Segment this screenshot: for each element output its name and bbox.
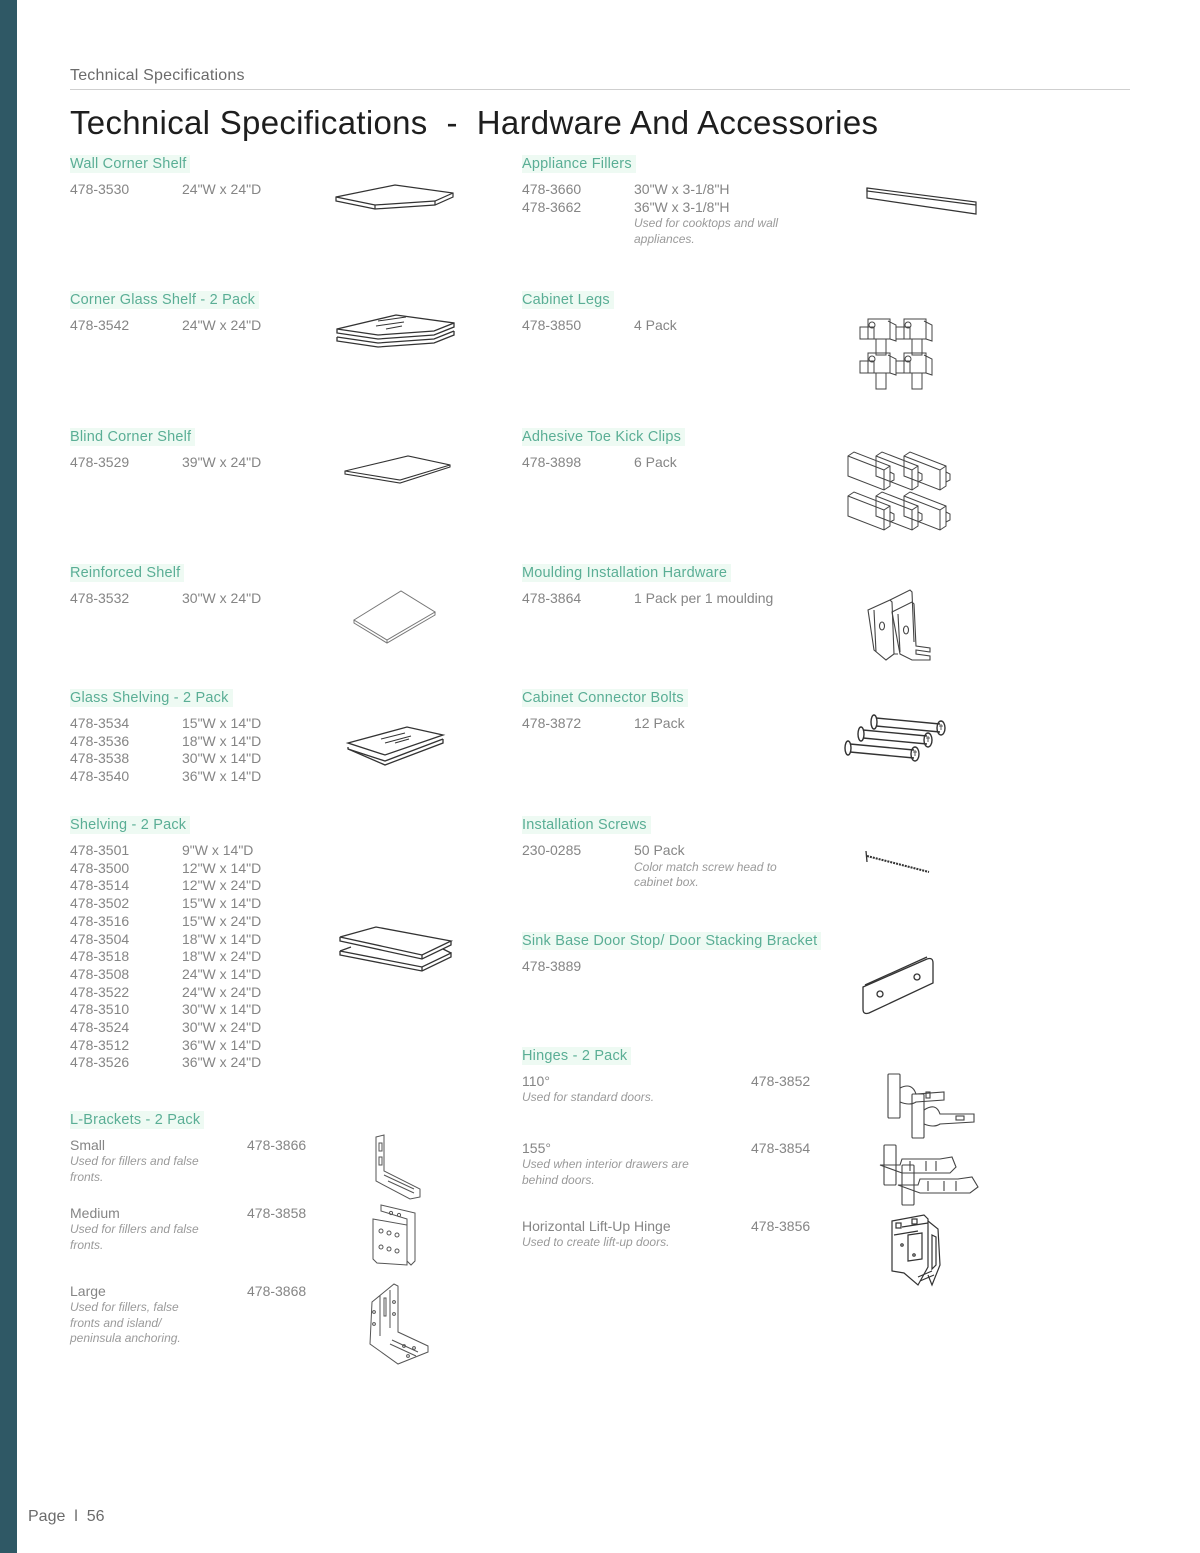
spec-row (522, 199, 822, 217)
sku: 478-3662 (522, 198, 582, 215)
size: 1 Pack per 1 moulding (634, 590, 774, 606)
spec-row (70, 181, 330, 199)
glass-shelves-icon (347, 725, 445, 767)
sku: 478-3542 (70, 317, 130, 333)
section-connector-bolts (522, 689, 822, 733)
sku: 478-3526 (70, 1054, 130, 1071)
sku: 478-3512 (70, 1036, 130, 1053)
sku: 478-3534 (70, 715, 130, 731)
sku: 478-3522 (70, 983, 130, 1000)
variant-hinge-155 (522, 1140, 822, 1188)
sku: 478-3889 (522, 958, 582, 974)
sku: 478-3508 (70, 965, 130, 982)
size: 18"W x 14"D (182, 930, 262, 947)
size: 12"W x 24"D (182, 877, 262, 894)
sku: 478-3504 (70, 930, 130, 947)
item-note: Color match screw head to cabinet box. (634, 859, 777, 890)
section-title: Blind Corner Shelf (70, 428, 195, 446)
size: 12 Pack (634, 715, 685, 731)
size: 9"W x 14"D (182, 842, 254, 858)
section-title: Sink Base Door Stop/ Door Stacking Bracket (522, 932, 821, 950)
large-l-bracket-icon (368, 1282, 432, 1364)
variant-note: Used for fillers and false fronts. (70, 1154, 199, 1184)
section-title: Corner Glass Shelf - 2 Pack (70, 291, 259, 309)
spec-row (70, 733, 330, 751)
variant-lift-up-hinge (522, 1218, 822, 1251)
spec-row (522, 181, 822, 199)
variant-small-l-bracket (70, 1137, 330, 1185)
variant-name: Large (70, 1283, 106, 1299)
filler-strip-icon (866, 186, 978, 216)
section-hinges (522, 1047, 822, 1073)
sku: 478-3502 (70, 895, 130, 912)
size: 15"W x 14"D (182, 895, 262, 912)
size: 36"W x 3-1/8"H (634, 198, 730, 215)
size: 24"W x 24"D (182, 317, 262, 333)
variant-note: Used to create lift-up doors. (522, 1235, 670, 1249)
spec-row (522, 715, 822, 733)
running-header: Technical Specifications (70, 67, 245, 84)
spec-row (70, 913, 330, 931)
spec-row (70, 750, 330, 768)
hinge-155-icon (880, 1143, 984, 1207)
toe-kick-clips-icon (846, 452, 954, 532)
spec-row (522, 317, 822, 335)
sku: 478-3852 (751, 1073, 811, 1089)
size: 36"W x 14"D (182, 768, 262, 785)
section-title: Adhesive Toe Kick Clips (522, 428, 685, 446)
spec-row (70, 1019, 330, 1037)
size: 18"W x 14"D (182, 732, 262, 749)
spec-row (70, 966, 330, 984)
section-shelving (70, 816, 330, 1072)
size: 30"W x 14"D (182, 750, 262, 767)
screw-icon (865, 850, 933, 876)
section-blind-corner-shelf (70, 428, 330, 472)
section-l-brackets (70, 1111, 330, 1137)
sku: 478-3529 (70, 454, 130, 470)
sku: 478-3858 (247, 1205, 307, 1221)
section-title: Hinges - 2 Pack (522, 1047, 631, 1065)
size: 6 Pack (634, 454, 677, 470)
sku: 478-3514 (70, 877, 130, 894)
section-title: Shelving - 2 Pack (70, 816, 190, 834)
corner-glass-shelves-icon (336, 313, 456, 349)
size: 15"W x 24"D (182, 912, 262, 929)
cabinet-legs-icon (858, 317, 940, 391)
variant-note: Used for fillers, false fronts and island/ peninsula anchoring. (70, 1300, 181, 1345)
spec-row (70, 590, 330, 608)
side-accent-bar (0, 0, 17, 1553)
spec-row (70, 768, 330, 786)
section-title: Cabinet Connector Bolts (522, 689, 688, 707)
sku: 478-3500 (70, 859, 130, 876)
sku: 478-3854 (751, 1140, 811, 1156)
size: 50 Pack (634, 842, 685, 858)
section-title: Glass Shelving - 2 Pack (70, 689, 233, 707)
header-divider (70, 89, 1130, 90)
spec-row (70, 842, 330, 860)
page-title: Technical Specifications - Hardware And Accessories (70, 104, 879, 141)
sku: 478-3516 (70, 912, 130, 929)
sku: 478-3850 (522, 317, 582, 333)
section-corner-glass-shelf (70, 291, 330, 335)
lift-up-hinge-icon (888, 1215, 954, 1287)
size: 30"W x 24"D (182, 590, 262, 606)
sku: 478-3898 (522, 454, 582, 470)
spec-row (70, 931, 330, 949)
spec-row (522, 958, 842, 976)
size: 30"W x 14"D (182, 1001, 262, 1018)
size: 39"W x 24"D (182, 454, 262, 470)
variant-large-l-bracket (70, 1283, 330, 1347)
size: 18"W x 24"D (182, 948, 262, 965)
size: 15"W x 14"D (182, 715, 262, 731)
size: 24"W x 24"D (182, 181, 262, 197)
sku: 478-3872 (522, 715, 582, 731)
section-title: Moulding Installation Hardware (522, 564, 731, 582)
section-wall-corner-shelf (70, 155, 330, 199)
flat-shelf-icon (344, 455, 452, 485)
section-reinforced-shelf (70, 564, 330, 608)
spec-row (522, 590, 842, 608)
sku: 478-3518 (70, 948, 130, 965)
spec-row (522, 454, 822, 472)
variant-name: Medium (70, 1205, 120, 1221)
spec-row (70, 1001, 330, 1019)
sku: 478-3538 (70, 750, 130, 767)
section-title: Cabinet Legs (522, 291, 614, 309)
sku: 478-3532 (70, 590, 130, 606)
sku: 478-3856 (751, 1218, 811, 1234)
page-number: Page l 56 (28, 1508, 105, 1525)
sku: 478-3536 (70, 732, 130, 749)
medium-l-bracket-icon (371, 1203, 419, 1267)
section-title: Wall Corner Shelf (70, 155, 190, 173)
size: 12"W x 14"D (182, 859, 262, 876)
section-door-stop (522, 932, 842, 976)
spec-row (70, 317, 330, 335)
size: 24"W x 24"D (182, 983, 262, 1000)
spec-row (70, 1054, 330, 1072)
section-moulding-hardware (522, 564, 842, 608)
variant-name: Horizontal Lift-Up Hinge (522, 1218, 671, 1234)
sku: 478-3510 (70, 1001, 130, 1018)
spec-row (70, 877, 330, 895)
sku: 478-3868 (247, 1283, 307, 1299)
reinforced-shelf-icon (353, 590, 437, 642)
section-title: Reinforced Shelf (70, 564, 184, 582)
hinge-110-icon (886, 1072, 978, 1138)
section-installation-screws (522, 816, 822, 891)
sku: 478-3540 (70, 768, 130, 785)
corner-shelf-icon (335, 183, 455, 213)
moulding-brackets-icon (866, 588, 932, 664)
item-note: Used for cooktops and wall appliances. (634, 216, 779, 246)
variant-note: Used for standard doors. (522, 1090, 655, 1104)
spec-row (70, 1037, 330, 1055)
door-stop-plate-icon (861, 957, 935, 1015)
variant-note: Used when interior drawers are behind doors. (522, 1157, 689, 1187)
sku: 478-3524 (70, 1019, 130, 1036)
variant-name: 155° (522, 1140, 551, 1156)
section-cabinet-legs (522, 291, 822, 335)
sku: 478-3501 (70, 842, 130, 858)
small-l-bracket-icon (370, 1135, 424, 1201)
variant-name: 110° (522, 1073, 550, 1089)
sku: 478-3866 (247, 1137, 307, 1153)
connector-bolts-icon (844, 712, 948, 776)
spec-row (522, 842, 822, 860)
spec-row (70, 860, 330, 878)
variant-medium-l-bracket (70, 1205, 330, 1253)
sku: 478-3530 (70, 181, 130, 197)
stacked-shelves-icon (339, 925, 453, 971)
spec-row (70, 984, 330, 1002)
size: 30"W x 3-1/8"H (634, 181, 730, 197)
section-title: Appliance Fillers (522, 155, 636, 173)
sku: 478-3660 (522, 181, 582, 197)
size: 36"W x 14"D (182, 1036, 262, 1053)
section-glass-shelving (70, 689, 330, 786)
spec-row (70, 948, 330, 966)
size: 36"W x 24"D (182, 1054, 262, 1071)
size: 4 Pack (634, 317, 677, 333)
size: 24"W x 14"D (182, 965, 262, 982)
variant-name: Small (70, 1137, 106, 1153)
section-title: Installation Screws (522, 816, 651, 834)
spec-row (70, 715, 330, 733)
spec-row (70, 454, 330, 472)
size: 30"W x 24"D (182, 1019, 262, 1036)
variant-hinge-110 (522, 1073, 822, 1106)
sku: 478-3864 (522, 590, 582, 606)
variant-note: Used for fillers and false fronts. (70, 1222, 199, 1252)
sku: 230-0285 (522, 842, 582, 858)
section-title: L-Brackets - 2 Pack (70, 1111, 204, 1129)
section-toe-kick-clips (522, 428, 822, 472)
spec-row (70, 895, 330, 913)
section-appliance-fillers (522, 155, 822, 247)
